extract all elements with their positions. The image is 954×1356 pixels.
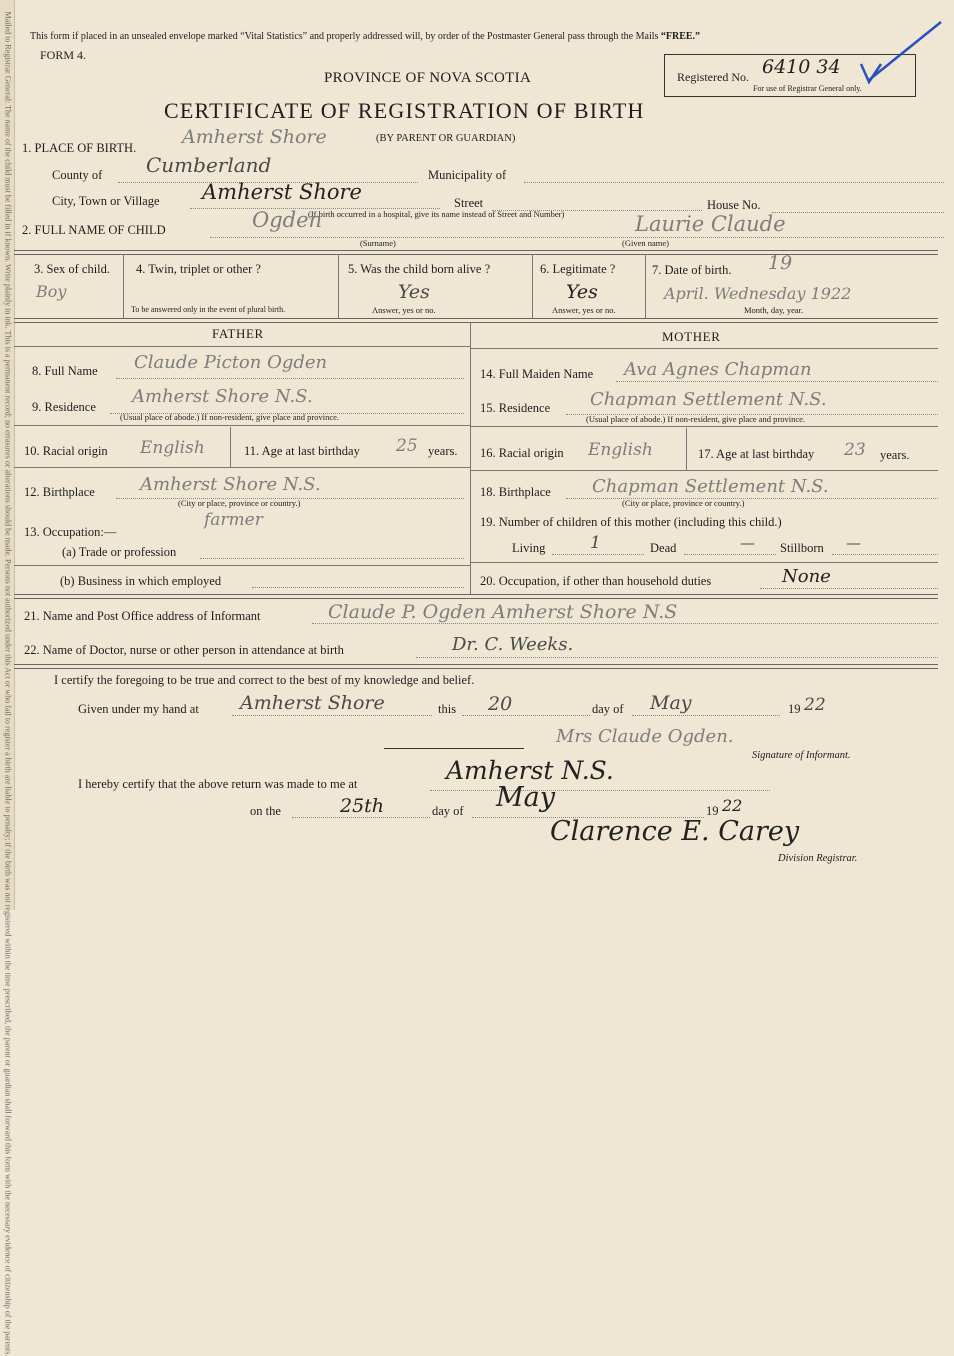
informant-signature: Mrs Claude Ogden. — [556, 726, 734, 747]
registrar-place-value: Amherst N.S. — [446, 756, 614, 785]
mother-birthplace-value: Chapman Settlement N.S. — [592, 476, 829, 497]
born-alive-note: Answer, yes or no. — [372, 305, 436, 315]
mother-occupation-value: None — [782, 566, 831, 587]
registered-value: 6410 34 — [762, 56, 841, 78]
date-of-birth-label: 7. Date of birth. — [652, 263, 732, 277]
mother-children-label: 19. Number of children of this mother (including this child.) — [480, 515, 782, 529]
father-birthplace-note: (City or place, province or country.) — [178, 498, 301, 508]
father-heading: FATHER — [212, 326, 264, 341]
registered-note: For use of Registrar General only. — [753, 84, 862, 93]
mother-heading: MOTHER — [662, 329, 721, 344]
registrar-signature: Clarence E. Carey — [550, 816, 800, 847]
father-age-unit: years. — [428, 444, 458, 458]
father-residence-note: (Usual place of abode.) If non-resident, give place and province. — [120, 412, 340, 422]
living-label: Living — [512, 541, 546, 555]
father-name-value: Claude Picton Ogden — [134, 352, 328, 373]
mother-name-value: Ava Agnes Chapman — [624, 359, 812, 380]
father-name-label: 8. Full Name — [32, 364, 98, 378]
registrar-month-value: May — [496, 782, 555, 813]
father-birthplace-label: 12. Birthplace — [24, 485, 95, 499]
mother-residence-note: (Usual place of abode.) If non-resident, give place and province. — [586, 414, 806, 424]
registrar-statement: I hereby certify that the above return was made to me at — [78, 777, 358, 791]
mother-residence-value: Chapman Settlement N.S. — [590, 389, 827, 410]
mother-age-value: 23 — [844, 440, 866, 460]
mother-racial-value: English — [588, 440, 653, 460]
registrar-year-prefix: 19 — [706, 804, 719, 818]
attendant-value: Dr. C. Weeks. — [452, 634, 574, 655]
registrar-day-value: 25th — [340, 795, 385, 817]
municipality-label: Municipality of — [428, 168, 507, 182]
father-age-value: 25 — [396, 436, 418, 456]
father-business-label: (b) Business in which employed — [60, 574, 222, 588]
informant-value: Claude P. Ogden Amherst Shore N.S — [328, 601, 678, 623]
father-trade-label: (a) Trade or profession — [62, 545, 177, 559]
father-racial-label: 10. Racial origin — [24, 444, 108, 458]
given-year-prefix: 19 — [788, 702, 801, 716]
father-residence-label: 9. Residence — [32, 400, 96, 414]
registered-label: Registered No. — [677, 70, 749, 84]
hospital-note: (If birth occurred in a hospital, give its name instead of Street and Number) — [308, 209, 565, 219]
day-of-label: day of — [592, 702, 624, 716]
dead-label: Dead — [650, 541, 677, 555]
county-value: Cumberland — [146, 153, 272, 177]
mail-notice: This form if placed in an unsealed envelope marked “Vital Statistics” and properly addressed will, by order of the Postmaster General pass through the Mails “FREE.” — [30, 31, 701, 42]
dead-value: — — [740, 534, 755, 552]
given-month-value: May — [650, 692, 692, 714]
this-day-value: 20 — [488, 693, 513, 715]
province-heading: PROVINCE OF NOVA SCOTIA — [324, 70, 532, 86]
mother-racial-label: 16. Racial origin — [480, 446, 564, 460]
informant-label: 21. Name and Post Office address of Informant — [24, 609, 261, 623]
father-residence-value: Amherst Shore N.S. — [132, 386, 313, 407]
parent-guardian-note: (BY PARENT OR GUARDIAN) — [376, 133, 516, 144]
on-the-label: on the — [250, 804, 281, 818]
registrar-day-of-label: day of — [432, 804, 464, 818]
father-racial-value: English — [140, 438, 205, 458]
place-of-birth-label: 1. PLACE OF BIRTH. — [22, 141, 137, 155]
stillborn-value: — — [846, 534, 861, 552]
check-mark-icon — [855, 18, 947, 90]
legitimate-note: Answer, yes or no. — [552, 305, 616, 315]
mother-name-label: 14. Full Maiden Name — [480, 367, 594, 381]
sex-label: 3. Sex of child. — [34, 262, 111, 276]
date-of-birth-value: April. Wednesday 1922 — [664, 284, 852, 303]
legitimate-label: 6. Legitimate ? — [540, 262, 616, 276]
this-label: this — [438, 702, 457, 716]
registrar-caption: Division Registrar. — [778, 853, 858, 864]
form-number: FORM 4. — [40, 48, 87, 62]
county-label: County of — [52, 168, 103, 182]
mother-occupation-label: 20. Occupation, if other than household duties — [480, 574, 712, 588]
surname-caption: (Surname) — [360, 238, 396, 248]
father-occupation-value: farmer — [204, 510, 263, 530]
given-year-value: 22 — [804, 695, 826, 715]
attendant-label: 22. Name of Doctor, nurse or other person in attendance at birth — [24, 643, 344, 657]
mother-residence-label: 15. Residence — [480, 401, 551, 415]
page-title: CERTIFICATE OF REGISTRATION OF BIRTH — [164, 98, 645, 123]
mail-free: “FREE.” — [660, 31, 701, 42]
child-given-name-value: Laurie Claude — [635, 212, 786, 236]
given-name-caption: (Given name) — [622, 238, 669, 248]
legitimate-value: Yes — [566, 281, 598, 303]
father-birthplace-value: Amherst Shore N.S. — [140, 474, 321, 495]
place-of-birth-value: Amherst Shore — [182, 126, 327, 148]
child-surname-value: Ogden — [252, 208, 323, 232]
city-value: Amherst Shore — [202, 180, 362, 204]
date-of-birth-day: 19 — [768, 252, 793, 274]
mother-age-label: 17. Age at last birthday — [698, 447, 815, 461]
given-under-label: Given under my hand at — [78, 702, 199, 716]
born-alive-label: 5. Was the child born alive ? — [348, 262, 491, 276]
given-place-value: Amherst Shore — [240, 692, 385, 714]
registrar-year-value: 22 — [722, 796, 743, 815]
city-label: City, Town or Village — [52, 194, 160, 208]
certify-statement: I certify the foregoing to be true and correct to the best of my knowledge and belief. — [54, 673, 475, 687]
date-of-birth-note: Month, day, year. — [744, 305, 804, 315]
child-name-label: 2. FULL NAME OF CHILD — [22, 223, 166, 237]
informant-signature-caption: Signature of Informant. — [752, 750, 851, 761]
twin-note: To be answered only in the event of plural birth. — [131, 305, 286, 314]
edge-instructions: Mailed to Registrar General: The name of the child must be filled in if known. Write plainly in ink. This is a permanent record; no errasures or alterations should be made. Persons not authorized under this Act or who fail to register a birth are liable to penalty; if the birth was not registered within the time prescribed, the parent or guardian shall forward this form with the necessary evidence of citizenship of the parents. — [3, 11, 13, 1356]
mother-birthplace-note: (City or place, province or country.) — [622, 498, 745, 508]
father-age-label: 11. Age at last birthday — [244, 444, 360, 458]
page-edge-strip — [0, 0, 15, 1356]
born-alive-value: Yes — [398, 281, 430, 303]
father-occupation-label: 13. Occupation:— — [24, 525, 117, 539]
living-value: 1 — [590, 533, 601, 553]
twin-label: 4. Twin, triplet or other ? — [136, 262, 261, 276]
sex-value: Boy — [36, 282, 67, 301]
street-label: Street — [454, 196, 484, 210]
house-number-label: House No. — [707, 198, 761, 212]
stillborn-label: Stillborn — [780, 541, 824, 555]
mother-age-unit: years. — [880, 448, 910, 462]
mother-birthplace-label: 18. Birthplace — [480, 485, 551, 499]
